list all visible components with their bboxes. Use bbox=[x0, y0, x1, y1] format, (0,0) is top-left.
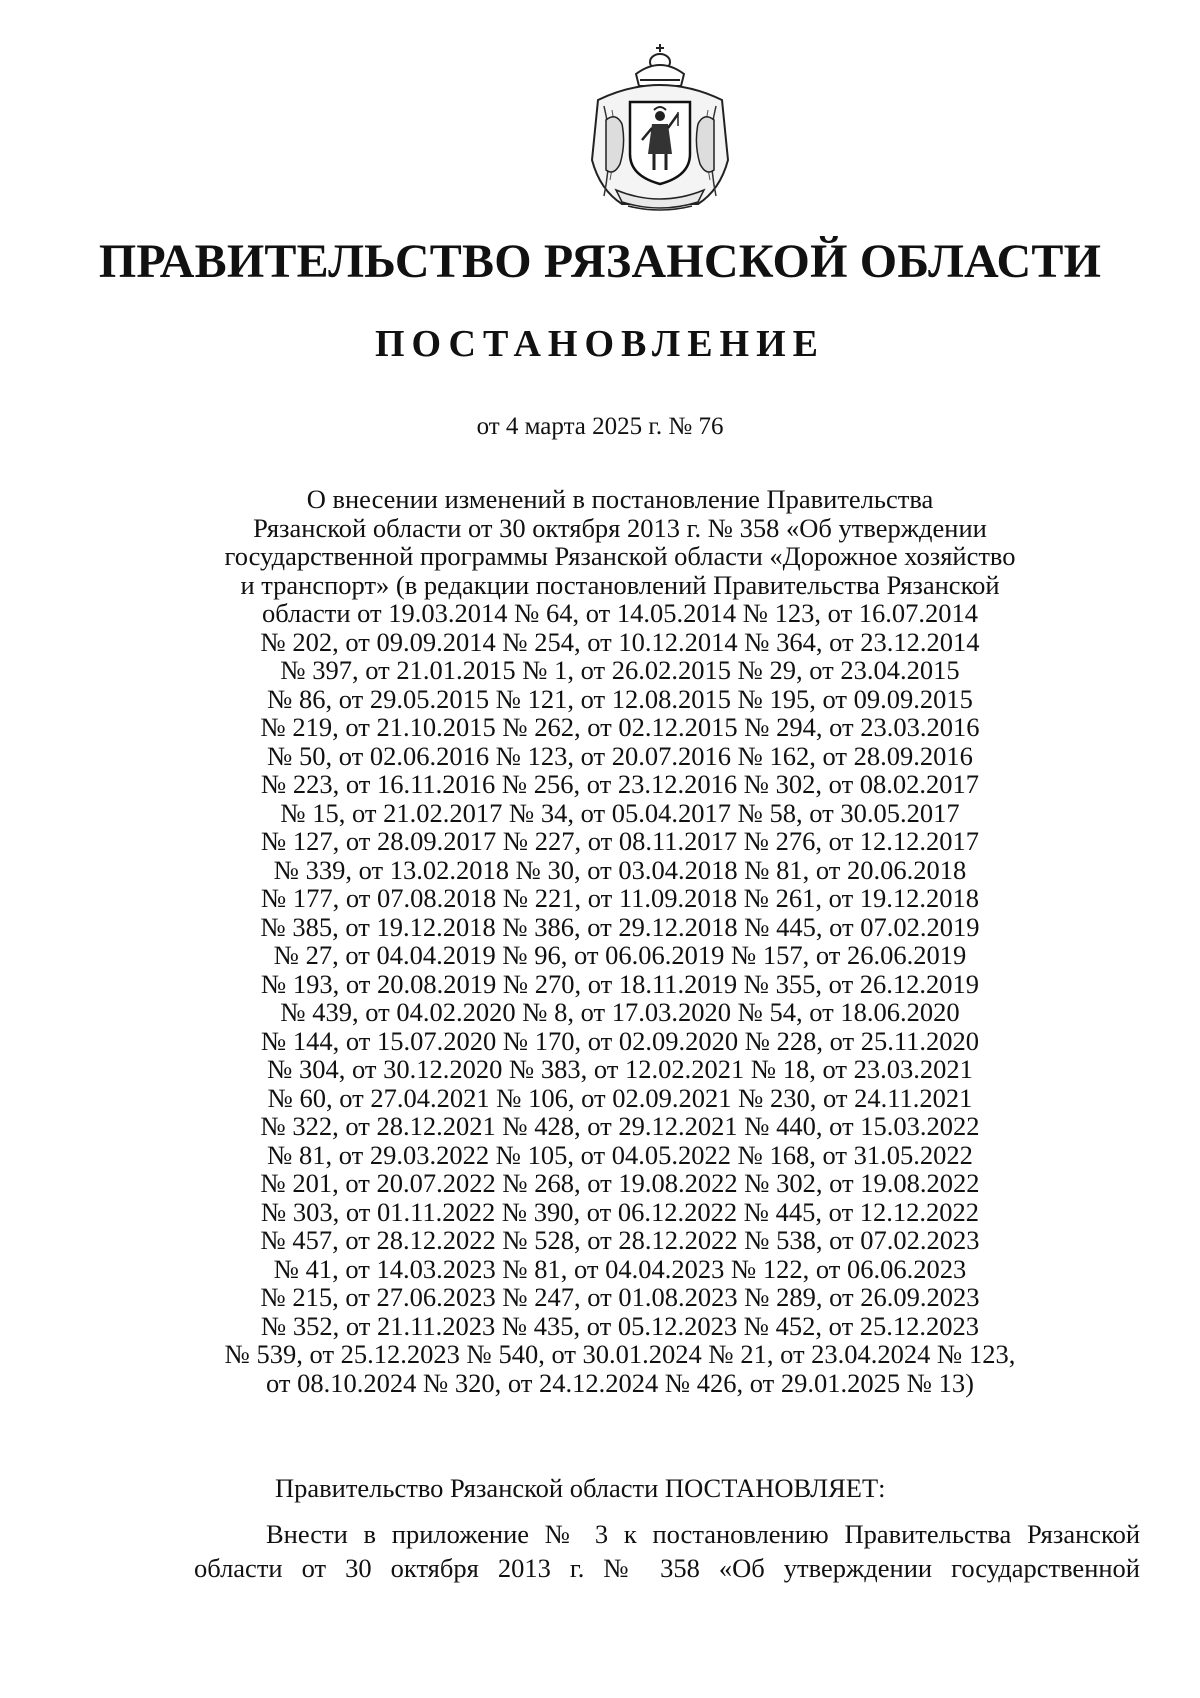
subject-line: № 27, от 04.04.2019 № 96, от 06.06.2019 № 157, от 26.06.2019 bbox=[273, 940, 967, 970]
subject-line: № 193, от 20.08.2019 № 270, от 18.11.2019 № 355, от 26.12.2019 bbox=[260, 968, 980, 999]
subject-line: № 215, от 27.06.2023 № 247, от 01.08.2023 № 289, от 26.09.2023 bbox=[260, 1282, 980, 1312]
subject-line: № 439, от 04.02.2020 № 8, от 17.03.2020 № 54, от 18.06.2020 bbox=[280, 997, 960, 1027]
subject-line: № 60, от 27.04.2021 № 106, от 02.09.2021 № 230, от 24.11.2021 bbox=[267, 1082, 973, 1113]
subject-line: № 177, от 07.08.2018 № 221, от 11.09.2018 № 261, от 19.12.2018 bbox=[260, 883, 980, 913]
subject-line: № 41, от 14.03.2023 № 81, от 04.04.2023 № 122, от 06.06.2023 bbox=[273, 1253, 967, 1284]
subject-line: № 201, от 20.07.2022 № 268, от 19.08.2022 № 302, от 19.08.2022 bbox=[260, 1168, 980, 1198]
subject-line: государственной программы Рязанской области «Дорожное хозяйство bbox=[224, 541, 1016, 571]
subject-line: № 339, от 13.02.2018 № 30, от 03.04.2018 № 81, от 20.06.2018 bbox=[273, 854, 967, 885]
body-paragraph bbox=[194, 1517, 1140, 1585]
subject-line: № 352, от 21.11.2023 № 435, от 05.12.2023 № 452, от 25.12.2023 bbox=[260, 1310, 980, 1341]
subject-line: О внесении изменений в постановление Правительства bbox=[306, 484, 934, 514]
subject-line: № 81, от 29.03.2022 № 105, от 04.05.2022 № 168, от 31.05.2022 bbox=[267, 1139, 973, 1170]
subject-line: № 303, от 01.11.2022 № 390, от 06.12.2022 № 445, от 12.12.2022 bbox=[260, 1196, 980, 1227]
subject-line: Рязанской области от 30 октября 2013 г. № 358 «Об утверждении bbox=[253, 512, 987, 543]
document-subject bbox=[170, 485, 1070, 1397]
subject-line: № 50, от 02.06.2016 № 123, от 20.07.2016 № 162, от 28.09.2016 bbox=[267, 740, 973, 771]
subject-line: № 219, от 21.10.2015 № 262, от 02.12.2015 № 294, от 23.03.2016 bbox=[260, 712, 980, 742]
subject-line: № 304, от 30.12.2020 № 383, от 12.02.2021 № 18, от 23.03.2021 bbox=[267, 1054, 973, 1084]
subject-line: от 08.10.2024 № 320, от 24.12.2024 № 426, от 29.01.2025 № 13) bbox=[266, 1367, 974, 1398]
subject-line: № 86, от 29.05.2015 № 121, от 12.08.2015 № 195, от 09.09.2015 bbox=[267, 683, 973, 714]
subject-line: № 539, от 25.12.2023 № 540, от 30.01.2024 № 21, от 23.04.2024 № 123, bbox=[224, 1339, 1016, 1369]
subject-line: № 127, от 28.09.2017 № 227, от 08.11.2017 № 276, от 12.12.2017 bbox=[260, 826, 980, 856]
paragraph-line: области от 30 октября 2013 г. № 358 «Об утверждении государственной bbox=[194, 1553, 1140, 1583]
document-type: ПОСТАНОВЛЕНИЕ bbox=[374, 323, 826, 365]
subject-line: № 202, от 09.09.2014 № 254, от 10.12.2014 № 364, от 23.12.2014 bbox=[260, 626, 980, 657]
document-date-number: от 4 марта 2025 г. № 76 bbox=[476, 413, 724, 440]
subject-line: № 322, от 28.12.2021 № 428, от 29.12.2021 № 440, от 15.03.2022 bbox=[260, 1111, 980, 1141]
subject-line: № 397, от 21.01.2015 № 1, от 26.02.2015 № 29, от 23.04.2015 bbox=[280, 655, 960, 685]
organization-title: ПРАВИТЕЛЬСТВО РЯЗАНСКОЙ ОБЛАСТИ bbox=[98, 235, 1102, 288]
coat-of-arms-icon bbox=[568, 40, 752, 224]
subject-line: № 15, от 21.02.2017 № 34, от 05.04.2017 № 58, от 30.05.2017 bbox=[280, 797, 960, 828]
paragraph-line: Внести в приложение № 3 к постановлению Правительства Рязанской bbox=[266, 1519, 1140, 1549]
subject-line: области от 19.03.2014 № 64, от 14.05.2014 № 123, от 16.07.2014 bbox=[261, 598, 979, 628]
subject-line: и транспорт» (в редакции постановлений Правительства Рязанской bbox=[240, 569, 1000, 600]
decree-statement: Правительство Рязанской области ПОСТАНОВЛЯЕТ: bbox=[275, 1473, 886, 1503]
subject-line: № 144, от 15.07.2020 № 170, от 02.09.2020 № 228, от 25.11.2020 bbox=[260, 1025, 980, 1056]
subject-line: № 457, от 28.12.2022 № 528, от 28.12.2022 № 538, от 07.02.2023 bbox=[260, 1225, 980, 1255]
subject-line: № 385, от 19.12.2018 № 386, от 29.12.2018 № 445, от 07.02.2019 bbox=[260, 911, 980, 942]
subject-line: № 223, от 16.11.2016 № 256, от 23.12.2016 № 302, от 08.02.2017 bbox=[260, 769, 980, 799]
